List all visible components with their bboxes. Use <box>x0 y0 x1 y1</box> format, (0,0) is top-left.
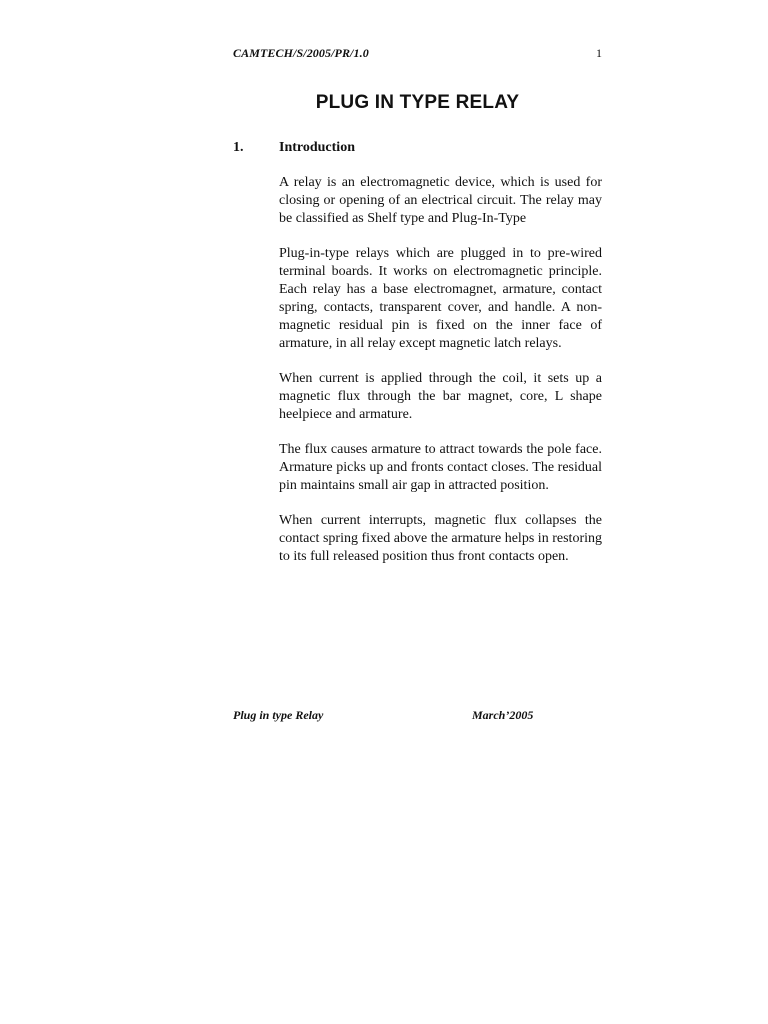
page-title: PLUG IN TYPE RELAY <box>315 92 520 113</box>
page-number: 1 <box>596 46 602 60</box>
footer-date: March’2005 <box>472 708 534 722</box>
document-code: CAMTECH/S/2005/PR/1.0 <box>233 46 369 60</box>
introduction-body <box>279 174 602 583</box>
section-number: 1. <box>233 140 244 155</box>
paragraph-relay-definition: A relay is an electromagnetic device, which is used for closing or opening of an electrical circuit. The relay may be classified as Shelf type and Plug-In-Type <box>279 175 602 226</box>
paragraph-current-applied: When current is applied through the coil, it sets up a magnetic flux through the bar magnet, core, L shape heelpiece and armature. <box>279 371 602 422</box>
section-title: Introduction <box>279 140 355 155</box>
paragraph-current-interrupts: When current interrupts, magnetic flux collapses the contact spring fixed above the armature helps in restoring to its full released position thus front contacts open. <box>279 513 602 564</box>
paragraph-flux-attraction: The flux causes armature to attract towards the pole face. Armature picks up and fronts contact closes. The residual pin maintains small air gap in attracted position. <box>279 442 602 493</box>
footer-title: Plug in type Relay <box>233 708 324 722</box>
paragraph-plug-in-relays: Plug-in-type relays which are plugged in to pre-wired terminal boards. It works on electromagnetic principle. Each relay has a base electromagnet, armature, contact spring, contacts, transparent cover, and handle. A non-magnetic residual pin is fixed on the inner face of armature, in all relay except magnetic latch relays. <box>279 246 602 351</box>
